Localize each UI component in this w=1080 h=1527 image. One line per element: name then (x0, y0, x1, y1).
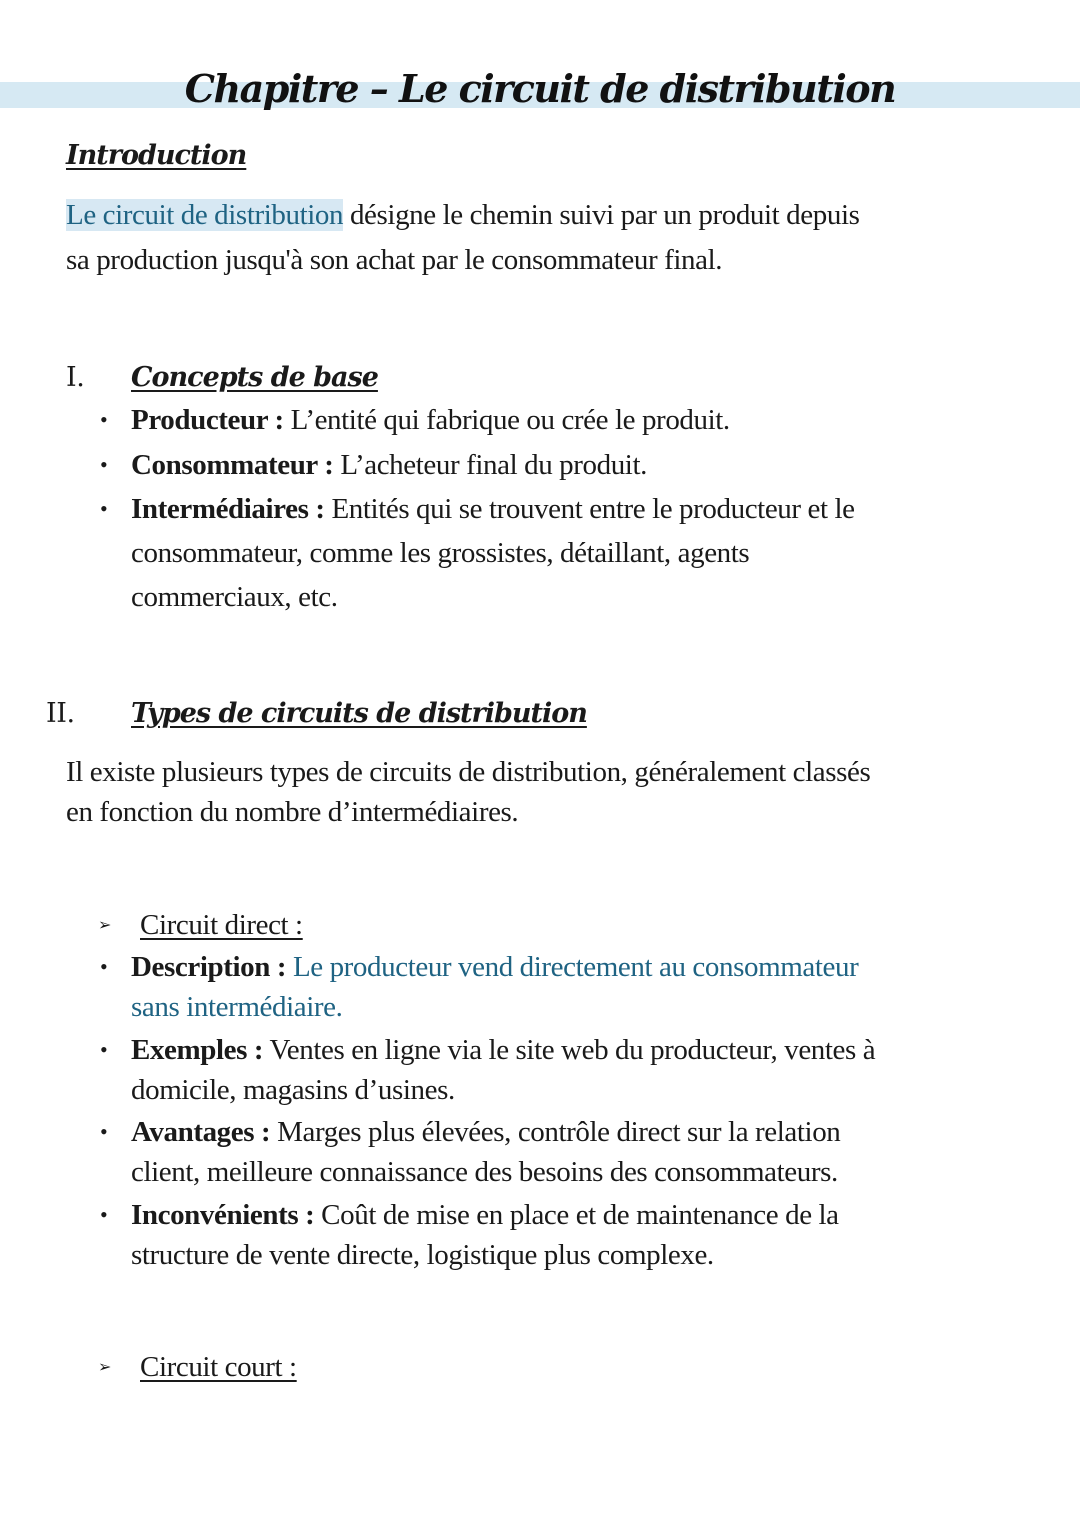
item-text: Coût de mise en place et de maintenance de la (314, 1199, 839, 1231)
item-label: Consommateur : (131, 449, 334, 481)
bullet-icon: • (100, 1119, 108, 1144)
list-item-continuation: structure de vente directe, logistique plus complexe. (131, 1239, 714, 1271)
item-text: L’entité qui fabrique ou crée le produit. (283, 404, 730, 436)
bullet-icon: • (100, 496, 108, 521)
section-2-paragraph: en fonction du nombre d’intermédiaires. (66, 796, 519, 828)
page-title: Chapitre – Le circuit de distribution (184, 66, 896, 111)
section-2-heading: Types de circuits de distribution (131, 698, 587, 729)
item-label: Intermédiaires : (131, 493, 325, 525)
bullet-icon: • (100, 1037, 108, 1062)
section-1-heading: Concepts de base (131, 362, 378, 393)
circuit-direct-heading: Circuit direct : (140, 909, 303, 941)
list-item (131, 1114, 840, 1150)
item-label: Producteur : (131, 404, 284, 436)
intro-line-2: sa production jusqu'à son achat par le consommateur final. (66, 244, 723, 276)
list-item-continuation: sans intermédiaire. (131, 991, 343, 1023)
arrow-bullet-icon: ➢ (98, 917, 112, 934)
section-2-number: II. (46, 698, 75, 729)
intro-line-1 (66, 197, 860, 233)
highlighted-term: Le circuit de distribution (66, 199, 344, 231)
intro-text: désigne le chemin suivi par un produit depuis (343, 199, 860, 231)
section-1-number: I. (66, 362, 85, 393)
item-label: Description : (131, 951, 287, 983)
list-item (131, 447, 647, 483)
bullet-icon: • (100, 1202, 108, 1227)
list-item (131, 1197, 839, 1233)
circuit-court-heading: Circuit court : (140, 1351, 297, 1383)
list-item-continuation: client, meilleure connaissance des besoins des consommateurs. (131, 1156, 838, 1188)
list-item-continuation: domicile, magasins d’usines. (131, 1074, 455, 1106)
item-label: Inconvénients : (131, 1199, 315, 1231)
item-text: Le producteur vend directement au consommateur (286, 951, 859, 983)
list-item (131, 491, 855, 527)
list-item (131, 949, 858, 985)
item-text: L’acheteur final du produit. (333, 449, 647, 481)
bullet-icon: • (100, 954, 108, 979)
item-label: Exemples : (131, 1034, 264, 1066)
list-item (131, 402, 730, 438)
item-label: Avantages : (131, 1116, 271, 1148)
item-text: Ventes en ligne via le site web du producteur, ventes à (263, 1034, 876, 1066)
arrow-bullet-icon: ➢ (98, 1359, 112, 1376)
section-2-paragraph: Il existe plusieurs types de circuits de distribution, généralement classés (66, 756, 871, 788)
item-text: Marges plus élevées, contrôle direct sur la relation (270, 1116, 841, 1148)
intro-heading: Introduction (66, 140, 247, 171)
item-text: Entités qui se trouvent entre le producteur et le (324, 493, 855, 525)
bullet-icon: • (100, 407, 108, 432)
bullet-icon: • (100, 452, 108, 477)
list-item-continuation: consommateur, comme les grossistes, détaillant, agents (131, 537, 750, 569)
list-item-continuation: commerciaux, etc. (131, 581, 338, 613)
list-item (131, 1032, 875, 1068)
